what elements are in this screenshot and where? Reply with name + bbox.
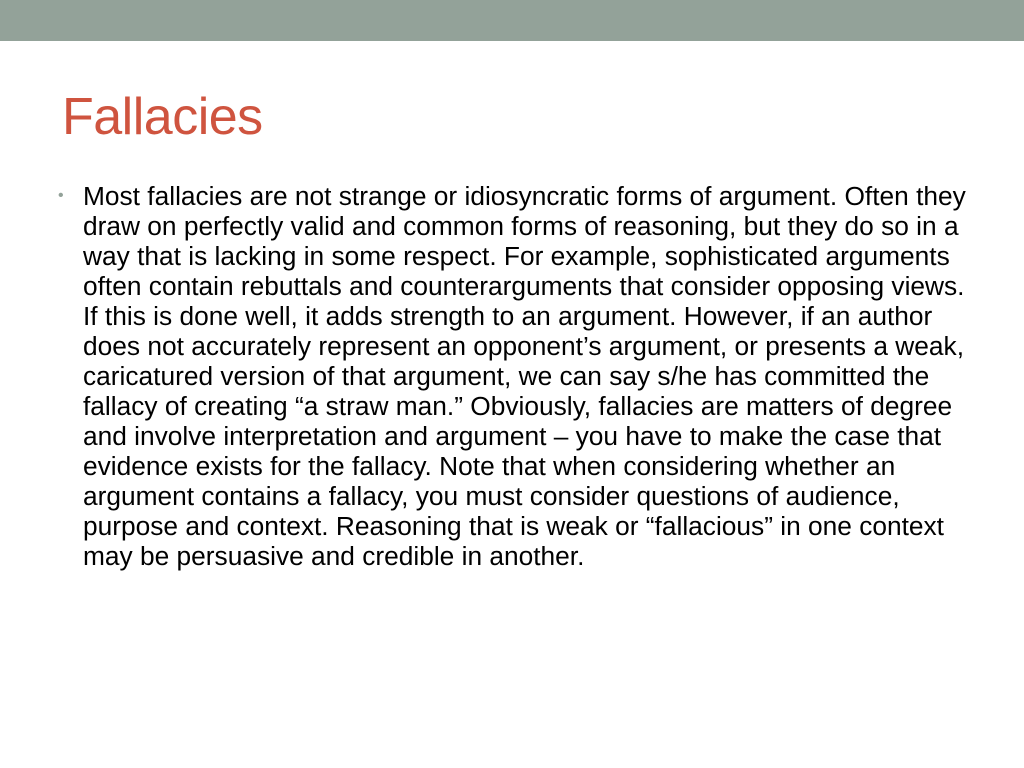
slide-title: Fallacies xyxy=(62,88,263,146)
bullet-item xyxy=(58,181,978,571)
bullet-text: Most fallacies are not strange or idiosyncratic forms of argument. Often they draw on perfectly valid and common forms of reasoning, but they do so in a way that is lacking in some respect. For example, sophisticated arguments often contain rebuttals and counterarguments that consider opposing views. If this is done well, it adds strength to an argument. However, if an author does not accurately represent an opponent’s argument, or presents a weak, caricatured version of that argument, we can say s/he has committed the fallacy of creating “a straw man.” Obviously, fallacies are matters of degree and involve interpretation and argument – you have to make the case that evidence exists for the fallacy. Note that when considering whether an argument contains a fallacy, you must consider questions of audience, purpose and context. Reasoning that is weak or “fallacious” in one context may be persuasive and credible in another. xyxy=(83,181,966,571)
bullet-list xyxy=(58,181,978,571)
bullet-icon: • xyxy=(58,187,64,204)
top-accent-bar xyxy=(0,0,1024,41)
